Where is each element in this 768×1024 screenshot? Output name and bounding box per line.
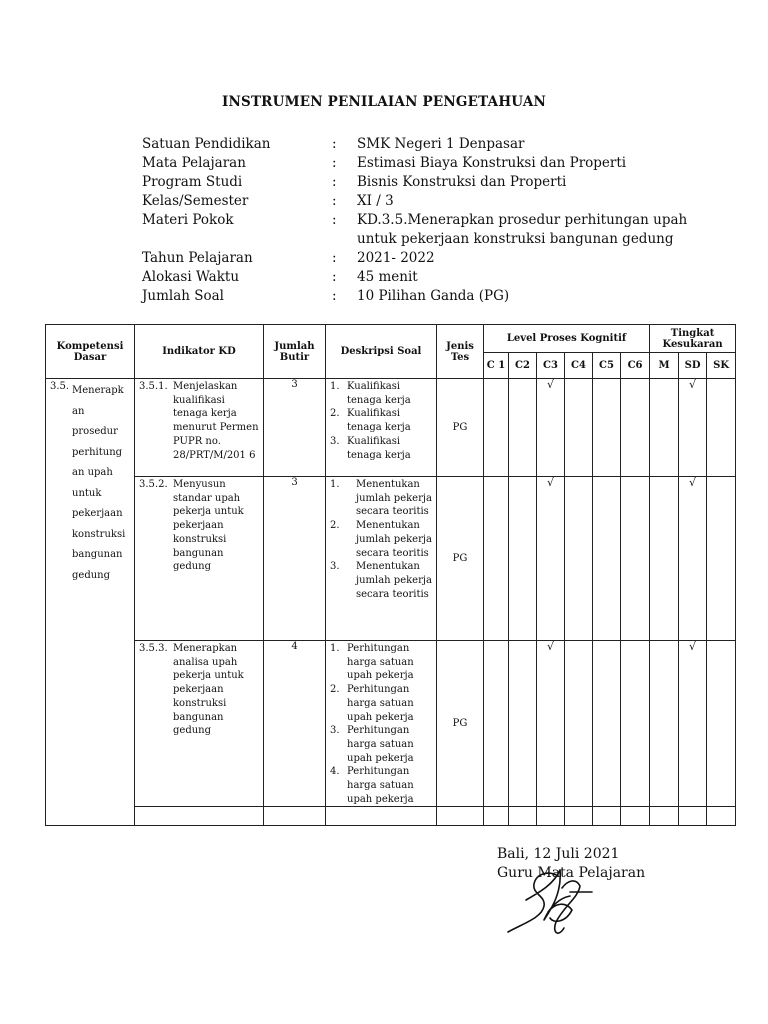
info-label: Mata Pelajaran	[142, 155, 246, 171]
info-separator: :	[332, 193, 337, 209]
empty-cell	[264, 807, 326, 826]
check-c2	[509, 379, 537, 477]
list-number: 3.	[330, 561, 340, 573]
check-c2	[509, 641, 537, 807]
indikator-text: Menyusun standar upah pekerja untuk pekerjaan konstruksi bangunan gedung	[173, 479, 244, 573]
check-c5	[593, 641, 621, 807]
empty-cell	[621, 807, 650, 826]
header-tingkat-sk: SK	[707, 353, 736, 379]
document-title: INSTRUMEN PENILAIAN PENGETAHUAN	[221, 94, 547, 110]
jenis-tes-cell: PG	[437, 379, 484, 477]
check-c2	[509, 477, 537, 641]
info-separator: :	[332, 212, 337, 228]
list-number: 4.	[330, 766, 340, 778]
empty-cell	[509, 807, 537, 826]
indikator-number: 3.5.2.	[139, 479, 168, 490]
signer-role: Guru Mata Pelajaran	[497, 865, 646, 881]
header-level-c2: C2	[509, 353, 537, 379]
check-sd: √	[679, 379, 707, 477]
info-separator: :	[332, 269, 337, 285]
check-sk	[707, 641, 736, 807]
info-separator: :	[332, 174, 337, 190]
check-c6	[621, 379, 650, 477]
empty-cell	[707, 807, 736, 826]
info-row	[142, 211, 702, 249]
header-indikator-kd: Indikator KD	[135, 325, 264, 379]
empty-cell	[679, 807, 707, 826]
info-value: 10 Pilihan Ganda (PG)	[357, 288, 510, 304]
jenis-tes-cell: PG	[437, 641, 484, 807]
indikator-text: Menjelaskan kualifikasi tenaga kerja menurut Permen PUPR no. 28/PRT/M/201 6	[173, 381, 259, 461]
info-value: KD.3.5.Menerapkan prosedur perhitungan upah untuk pekerjaan konstruksi bangunan gedung	[357, 212, 688, 247]
list-number: 1.	[330, 479, 340, 490]
info-row	[142, 249, 702, 268]
table-row	[46, 379, 736, 477]
header-level-c1: C 1	[484, 353, 509, 379]
deskripsi-cell	[326, 477, 437, 641]
list-item	[330, 478, 434, 519]
assessment-table	[45, 324, 736, 826]
header-level-c6: C6	[621, 353, 650, 379]
empty-cell	[326, 807, 437, 826]
check-sk	[707, 477, 736, 641]
check-c6	[621, 477, 650, 641]
list-text: Kualifikasi tenaga kerja	[347, 435, 411, 461]
check-c1	[484, 641, 509, 807]
list-text: Menentukan jumlah pekerja secara teoritis	[356, 561, 432, 600]
info-value: SMK Negeri 1 Denpasar	[357, 136, 525, 152]
header-kompetensi-dasar: Kompetensi Dasar	[46, 325, 135, 379]
header-deskripsi-soal: Deskripsi Soal	[326, 325, 437, 379]
empty-cell	[593, 807, 621, 826]
list-text: Kualifikasi tenaga kerja	[347, 381, 411, 406]
info-label: Tahun Pelajaran	[142, 250, 253, 266]
empty-cell	[135, 807, 264, 826]
list-text: Perhitungan harga satuan upah pekerja	[347, 684, 414, 723]
list-item	[330, 683, 434, 724]
empty-cell	[484, 807, 509, 826]
table-row-empty	[46, 807, 736, 826]
list-item	[330, 519, 434, 560]
list-number: 3.	[330, 725, 340, 737]
list-number: 2.	[330, 520, 340, 532]
table-row	[46, 477, 736, 641]
indikator-cell	[135, 641, 264, 807]
check-sd: √	[679, 641, 707, 807]
check-m	[650, 477, 679, 641]
list-item	[330, 435, 434, 462]
empty-cell	[437, 807, 484, 826]
info-separator: :	[332, 250, 337, 266]
list-number: 1.	[330, 643, 340, 654]
info-row	[142, 154, 702, 173]
header-tingkat-kesukaran: Tingkat Kesukaran	[650, 325, 736, 353]
check-c4	[565, 477, 593, 641]
info-value: 2021- 2022	[357, 250, 435, 266]
header-tingkat-sd: SD	[679, 353, 707, 379]
list-item	[330, 724, 434, 765]
info-block	[142, 135, 702, 306]
list-text: Perhitungan harga satuan upah pekerja	[347, 725, 414, 764]
info-value: 45 menit	[357, 269, 418, 285]
check-sd: √	[679, 477, 707, 641]
empty-cell	[537, 807, 565, 826]
check-c1	[484, 477, 509, 641]
list-number: 2.	[330, 408, 340, 420]
check-c3: √	[537, 379, 565, 477]
table-row	[46, 641, 736, 807]
info-row	[142, 287, 702, 306]
list-text: Perhitungan harga satuan upah pekerja	[347, 643, 414, 682]
indikator-number: 3.5.1.	[139, 381, 168, 392]
list-item	[330, 380, 434, 407]
list-item	[330, 560, 434, 601]
list-text: Perhitungan harga satuan upah pekerja	[347, 766, 414, 805]
jenis-tes-cell: PG	[437, 477, 484, 641]
info-row	[142, 192, 702, 211]
kd-number: 3.5.	[50, 381, 70, 392]
deskripsi-cell	[326, 379, 437, 477]
indikator-number: 3.5.3.	[139, 643, 168, 654]
info-separator: :	[332, 288, 337, 304]
check-c3: √	[537, 641, 565, 807]
header-level-c4: C4	[565, 353, 593, 379]
info-label: Kelas/Semester	[142, 193, 249, 209]
handwritten-signature	[500, 862, 596, 942]
info-separator: :	[332, 155, 337, 171]
indikator-text: Menerapkan analisa upah pekerja untuk pekerjaan konstruksi bangunan gedung	[173, 643, 244, 737]
jumlah-butir-cell: 3	[264, 379, 326, 477]
list-text: Menentukan jumlah pekerja secara teoritis	[356, 479, 432, 518]
check-sk	[707, 379, 736, 477]
jumlah-butir-cell: 4	[264, 641, 326, 807]
list-number: 3.	[330, 435, 340, 447]
header-level-proses-kognitif: Level Proses Kognitif	[484, 325, 650, 353]
check-c3: √	[537, 477, 565, 641]
check-m	[650, 379, 679, 477]
place-date: Bali, 12 Juli 2021	[497, 846, 620, 862]
list-item	[330, 407, 434, 434]
empty-cell	[565, 807, 593, 826]
header-tingkat-m: M	[650, 353, 679, 379]
check-m	[650, 641, 679, 807]
info-separator: :	[332, 136, 337, 152]
empty-cell	[650, 807, 679, 826]
kd-text: Menerapk an prosedur perhitung an upah untuk pekerjaan konstruksi bangunan gedung	[72, 385, 126, 581]
header-level-c5: C5	[593, 353, 621, 379]
info-label: Satuan Pendidikan	[142, 136, 271, 152]
deskripsi-cell	[326, 641, 437, 807]
list-text: Menentukan jumlah pekerja secara teoritis	[356, 520, 432, 559]
info-label: Alokasi Waktu	[142, 269, 240, 285]
check-c6	[621, 641, 650, 807]
list-number: 2.	[330, 684, 340, 696]
header-jumlah-butir: Jumlah Butir	[264, 325, 326, 379]
list-text: Kualifikasi tenaga kerja	[347, 408, 411, 434]
kd-cell	[46, 379, 135, 826]
info-value: Bisnis Konstruksi dan Properti	[357, 174, 567, 190]
info-label: Materi Pokok	[142, 212, 234, 228]
indikator-cell	[135, 379, 264, 477]
check-c4	[565, 379, 593, 477]
check-c4	[565, 641, 593, 807]
jumlah-butir-cell: 3	[264, 477, 326, 641]
info-row	[142, 173, 702, 192]
info-value: Estimasi Biaya Konstruksi dan Properti	[357, 155, 627, 171]
list-item	[330, 765, 434, 806]
check-c1	[484, 379, 509, 477]
header-jenis-tes: Jenis Tes	[437, 325, 484, 379]
list-number: 1.	[330, 381, 340, 392]
info-label: Program Studi	[142, 174, 243, 190]
list-item	[330, 642, 434, 683]
header-level-c3: C3	[537, 353, 565, 379]
info-row	[142, 268, 702, 287]
check-c5	[593, 477, 621, 641]
indikator-cell	[135, 477, 264, 641]
info-label: Jumlah Soal	[142, 288, 225, 304]
info-value: XI / 3	[357, 193, 394, 209]
check-c5	[593, 379, 621, 477]
info-row	[142, 135, 702, 154]
